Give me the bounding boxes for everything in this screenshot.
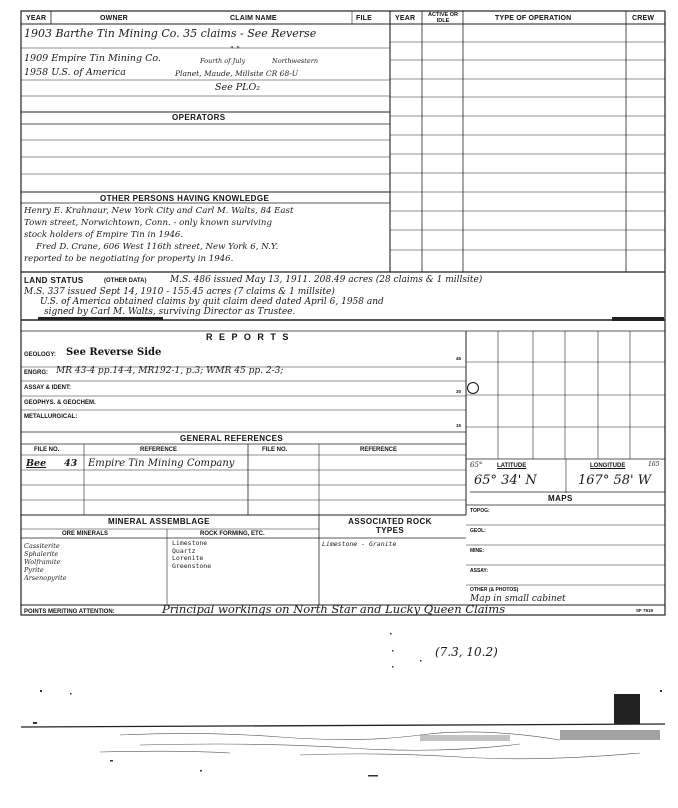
other-photos-value: Map in small cabinet <box>470 594 566 604</box>
header-type-of-operation: TYPE OF OPERATION <box>495 15 572 22</box>
col-file-no-2: FILE NO. <box>262 447 288 453</box>
geology-label: GEOLOGY: <box>24 352 56 358</box>
maps-title: MAPS <box>548 494 573 503</box>
owner-northwestern: Northwestern <box>272 57 319 65</box>
rock-forming-label: ROCK FORMING, ETC. <box>200 531 265 537</box>
land-status-line-2: M.S. 337 issued Sept 14, 1910 - 155.45 acres (7 claims & 1 millsite) <box>24 287 335 297</box>
latitude-value: 65° 34' N <box>474 473 537 488</box>
margin-number-45: 45 <box>456 356 462 361</box>
assay-ident-label: ASSAY & IDENT: <box>24 385 72 391</box>
ref-row1-reference: Empire Tin Mining Company <box>88 458 235 469</box>
knowledge-line-2: Town street, Norwichtown, Conn. - only known surviving <box>24 218 272 228</box>
rock-forming-item: Greenstone <box>172 561 212 570</box>
owner-ditto: " " <box>230 45 240 54</box>
lat-degree-small: 65° <box>470 461 483 469</box>
geol-label: GEOL: <box>470 528 486 534</box>
geology-value: See Reverse Side <box>66 347 162 358</box>
reports-title: R E P O R T S <box>206 332 291 342</box>
ref-row1-file: Bee <box>26 458 47 469</box>
points-attention-value: Principal workings on North Star and Lucky Queen Claims <box>162 602 506 616</box>
margin-number-30: 30 <box>456 389 462 394</box>
knowledge-line-1: Henry E. Krahnaur, New York City and Carl M. Walts, 84 East <box>24 206 294 216</box>
ore-mineral-item: Wolframite <box>24 558 61 566</box>
engrg-label: ENGRG: <box>24 370 48 376</box>
header-year-2: YEAR <box>395 15 416 22</box>
circle-mark <box>467 382 479 394</box>
ore-mineral-item: Pyrite <box>24 566 44 574</box>
header-active-idle: ACTIVE OR IDLE <box>428 12 458 24</box>
mineral-assemblage-title: MINERAL ASSEMBLAGE <box>108 517 210 526</box>
points-attention-label: POINTS MERITING ATTENTION: <box>24 609 115 615</box>
assay-label: ASSAY: <box>470 568 489 574</box>
rock-forming-list <box>172 540 211 570</box>
longitude-value: 167° 58' W <box>578 473 652 488</box>
rock-forming-item: Limestone <box>172 539 208 547</box>
land-status-line-3: U.S. of America obtained claims by quit claim deed dated April 6, 1958 and <box>40 297 384 307</box>
owner-fourth-of-july: Fourth of July <box>200 57 246 65</box>
col-file-no: FILE NO. <box>34 447 60 453</box>
rock-forming-item: Lorenite <box>172 554 204 562</box>
col-reference-2: REFERENCE <box>360 447 398 453</box>
margin-number-15: 15 <box>456 423 462 428</box>
topog-label: TOPOG: <box>470 508 490 514</box>
owner-line-1: 1903 Barthe Tin Mining Co. 35 claims - See Reverse <box>24 27 317 40</box>
header-claim-name: CLAIM NAME <box>230 15 277 22</box>
engrg-value: MR 43-4 pp.14-4, MR192-1, p.3; WMR 45 pp. 2-3; <box>56 366 284 376</box>
knowledge-line-5: reported to be negotiating for property in 1946. <box>24 254 234 264</box>
land-status-line-1: M.S. 486 issued May 13, 1911. 208.49 acres (28 claims & 1 millsite) <box>170 275 483 285</box>
ore-minerals-list <box>24 542 67 582</box>
general-references-title: GENERAL REFERENCES <box>180 434 284 443</box>
land-status-label: LAND STATUS <box>24 276 84 285</box>
lon-degree-small: 165 <box>648 461 660 468</box>
mine-label: MINE: <box>470 548 485 554</box>
latitude-label: LATITUDE <box>497 463 527 469</box>
grid-reference: (7.3, 10.2) <box>435 645 498 659</box>
owner-line-3: 1958 U.S. of America <box>24 67 126 78</box>
form-number: SF 7919 <box>636 608 654 613</box>
ore-mineral-item: Sphalerite <box>24 550 59 558</box>
longitude-label: LONGITUDE <box>590 463 626 469</box>
operators-title: OPERATORS <box>172 113 226 122</box>
scan-noise-strip <box>420 735 510 741</box>
owner-planet-line: Planet, Maude, Millsite CR 68-U <box>175 69 299 78</box>
ore-mineral-item: Cassiterite <box>24 542 60 550</box>
other-photos-label: OTHER (& PHOTOS) <box>470 587 519 593</box>
land-status-line-4: signed by Carl M. Walts, surviving Director as Trustee. <box>44 307 296 317</box>
header-year: YEAR <box>26 15 47 22</box>
owner-see-plo: See PLO₂ <box>215 82 261 93</box>
knowledge-line-4: Fred D. Crane, 606 West 116th street, New York 6, N.Y. <box>36 242 279 252</box>
land-status-other-data: (OTHER DATA) <box>104 278 147 284</box>
ore-minerals-label: ORE MINERALS <box>62 531 109 537</box>
associated-rock-types-label: ASSOCIATED ROCK TYPES <box>348 517 432 535</box>
header-crew: CREW <box>632 15 655 22</box>
header-file: FILE <box>356 15 372 22</box>
header-owner: OWNER <box>100 15 128 22</box>
ref-row1-num: 43 <box>64 458 78 469</box>
associated-rocks-value: Limestone - Granite <box>322 540 397 548</box>
col-reference: REFERENCE <box>140 447 178 453</box>
scan-black-block <box>614 694 640 724</box>
metallurgical-label: METALLURGICAL: <box>24 414 78 420</box>
scan-noise-strip <box>560 730 660 740</box>
ore-mineral-item: Arsenopyrite <box>24 574 67 582</box>
geophys-geochem-label: GEOPHYS. & GEOCHEM. <box>24 400 96 406</box>
knowledge-line-3: stock holders of Empire Tin in 1946. <box>24 230 184 240</box>
rock-forming-item: Quartz <box>172 546 196 555</box>
owner-line-2: 1909 Empire Tin Mining Co. <box>24 53 161 64</box>
other-persons-title: OTHER PERSONS HAVING KNOWLEDGE <box>100 194 270 203</box>
